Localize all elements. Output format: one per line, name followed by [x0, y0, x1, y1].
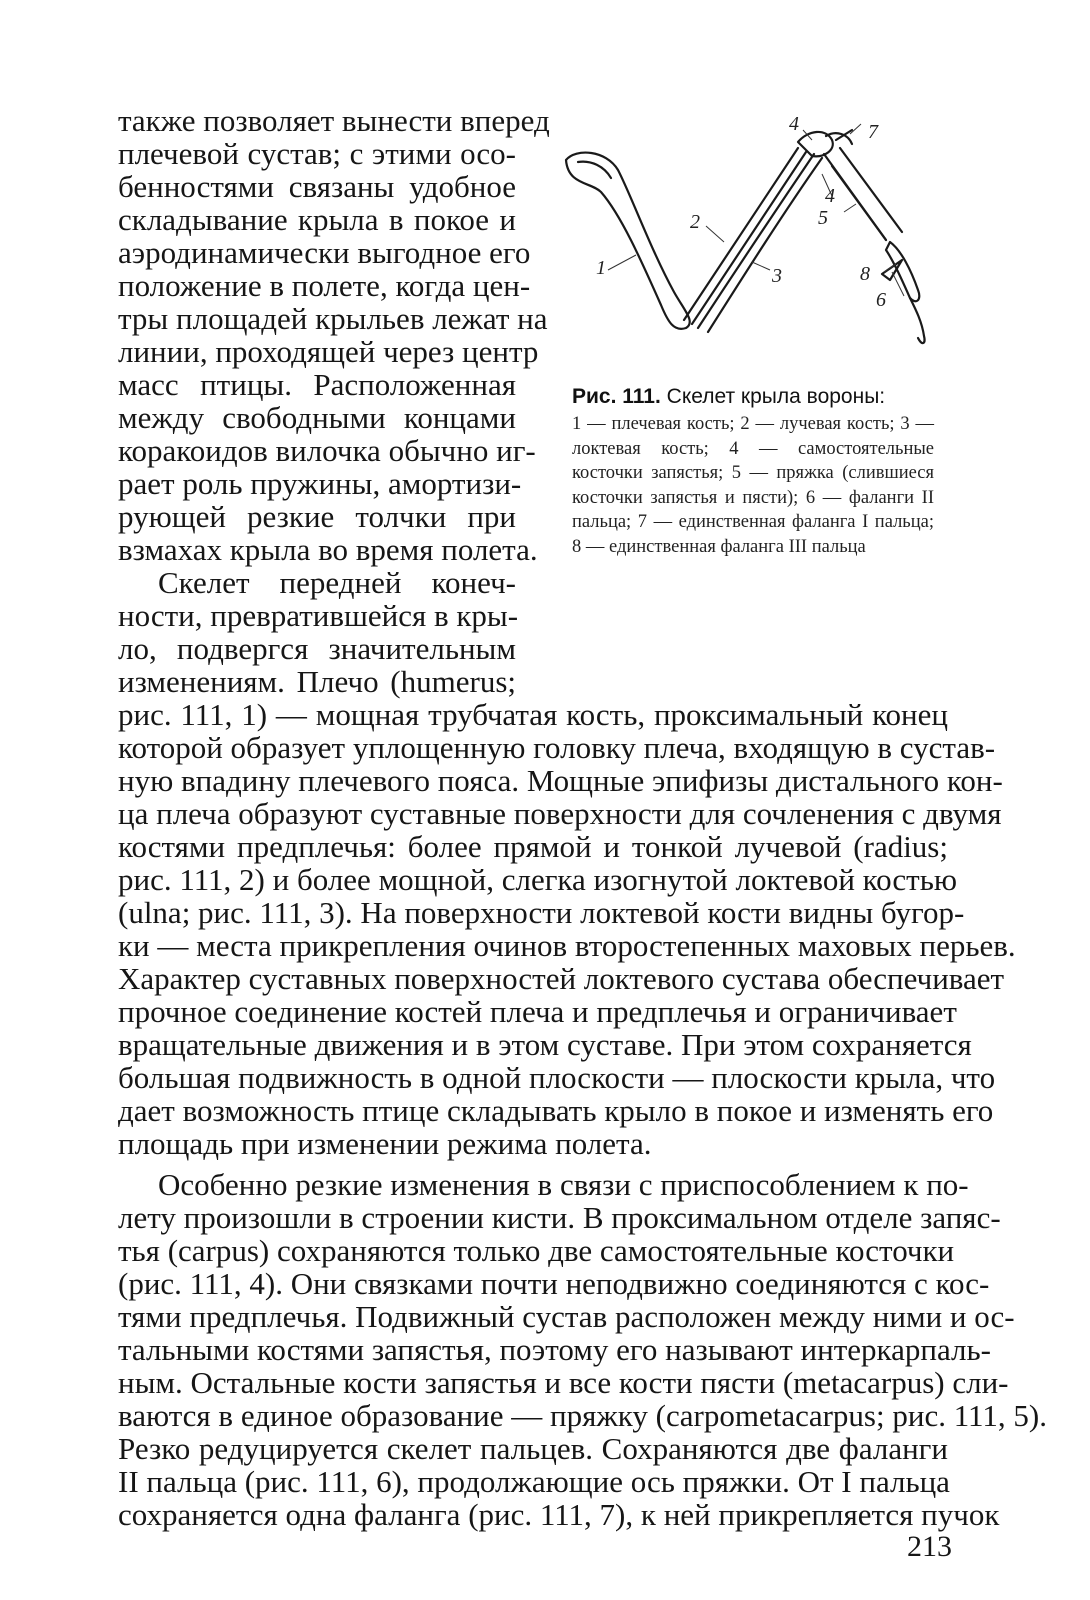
- figure-label-5: 5: [818, 207, 828, 229]
- wing-skeleton-drawing: [556, 100, 948, 360]
- humerus-bone: [566, 153, 690, 329]
- ulna-bone: [698, 154, 814, 328]
- caption-figure-number: Рис. 111.: [572, 385, 661, 408]
- caption-title-text: Скелет крыла вороны:: [660, 385, 886, 408]
- text-line: линии, проходящей через центр: [118, 334, 539, 369]
- text-line: площадь при изменении режима полета.: [118, 1126, 652, 1161]
- text-line: масс птицы. Расположенная: [118, 367, 516, 402]
- page-number: 213: [907, 1530, 952, 1563]
- text-line: тями предплечья. Подвижный сустав расположен между ними и ос-: [118, 1299, 1015, 1334]
- text-line: коракоидов вилочка обычно иг-: [118, 433, 536, 468]
- text-line: тья (carpus) сохраняются только две самостоятельные косточки: [118, 1233, 955, 1268]
- text-line: изменениям. Плечо (humerus;: [118, 664, 516, 699]
- digit-3-phalanx: [882, 260, 902, 280]
- text-line: сохраняется одна фаланга (рис. 111, 7), к ней прикрепляется пучок: [118, 1497, 1000, 1532]
- figure-label-1: 1: [596, 257, 606, 279]
- text-line: между свободными концами: [118, 400, 516, 435]
- text-line: Скелет передней конеч-: [158, 565, 516, 600]
- caption-body: 1 — плечевая кость; 2 — лучевая кость; 3 — локтевая кость; 4 — самостоятельные косточки запястья; 5 — пряжка (слившиеся косточки запястья и пясти); 6 — фаланги II пальца; 7 — единственная фаланга I пальца; 8 — единственная фаланга III пальца: [572, 414, 934, 557]
- figure-label-4: 4: [789, 113, 799, 135]
- text-line: лету произошли в строении кисти. В проксимальном отделе запяс-: [118, 1200, 1001, 1235]
- text-line: которой образует уплощенную головку плеча, входящую в сустав-: [118, 730, 996, 765]
- figure-label-3: 3: [772, 265, 782, 287]
- figure-label-8: 8: [860, 263, 870, 285]
- figure-label-6: 6: [876, 289, 886, 311]
- text-line: рующей резкие толчки при: [118, 499, 516, 534]
- text-line: Характер суставных поверхностей локтевого сустава обеспечивает: [118, 961, 1005, 996]
- caption-title: [572, 382, 934, 412]
- text-line: ки — места прикрепления очинов второстепенных маховых перьев.: [118, 928, 1016, 963]
- text-line: Особенно резкие изменения в связи с приспособлением к по-: [158, 1167, 969, 1202]
- text-line: ло, подвергся значительным: [118, 631, 516, 666]
- text-line: дает возможность птице складывать крыло в покое и изменять его: [118, 1093, 994, 1128]
- text-line: большая подвижность в одной плоскости — плоскости крыла, что: [118, 1060, 996, 1095]
- text-line: ную впадину плечевого пояса. Мощные эпифизы дистального кон-: [118, 763, 1003, 798]
- text-line: тальными костями запястья, поэтому его называют интеркарпаль-: [118, 1332, 991, 1367]
- text-line: также позволяет вынести вперед: [118, 103, 550, 138]
- text-line: рис. 111, 2) и более мощной, слегка изогнутой локтевой костью: [118, 862, 958, 897]
- wing-skeleton-figure: [556, 100, 948, 360]
- text-line: Резко редуцируется скелет пальцев. Сохраняются две фаланги: [118, 1431, 948, 1466]
- figure-label-7: 7: [868, 121, 878, 143]
- text-line: плечевой сустав; с этими осо-: [118, 136, 516, 171]
- text-line: положение в полете, когда цен-: [118, 268, 531, 303]
- text-line: ваются в единое образование — пряжку (carpometacarpus; рис. 111, 5).: [118, 1398, 1047, 1433]
- text-line: ца плеча образуют суставные поверхности для сочленения с двумя: [118, 796, 1002, 831]
- radius-bone: [684, 148, 798, 320]
- text-line: складывание крыла в покое и: [118, 202, 516, 237]
- text-line: (ulna; рис. 111, 3). На поверхности локтевой кости видны бугор-: [118, 895, 965, 930]
- text-line: (рис. 111, 4). Они связками почти неподвижно соединяются с кос-: [118, 1266, 990, 1301]
- text-line: ности, превратившейся в кры-: [118, 598, 519, 633]
- text-line: взмахах крыла во время полета.: [118, 532, 538, 567]
- figure-caption: [572, 382, 934, 560]
- text-line: рает роль пружины, амортизи-: [118, 466, 522, 501]
- text-line: тры площадей крыльев лежат на: [118, 301, 548, 336]
- text-line: ным. Остальные кости запястья и все кости пясти (metacarpus) сли-: [118, 1365, 1009, 1400]
- text-line: вращательные движения и в этом суставе. При этом сохраняется: [118, 1027, 972, 1062]
- figure-label-4b: 4: [825, 185, 835, 207]
- text-line: аэродинамически выгодное его: [118, 235, 531, 270]
- figure-label-2: 2: [690, 211, 700, 233]
- text-line: бенностями связаны удобное: [118, 169, 516, 204]
- text-line: II пальца (рис. 111, 6), продолжающие ось пряжки. От I пальца: [118, 1464, 950, 1499]
- text-line: костями предплечья: более прямой и тонкой лучевой (radius;: [118, 829, 948, 864]
- text-line: прочное соединение костей плеча и предплечья и ограничивает: [118, 994, 957, 1029]
- text-line: рис. 111, 1) — мощная трубчатая кость, проксимальный конец: [118, 697, 948, 732]
